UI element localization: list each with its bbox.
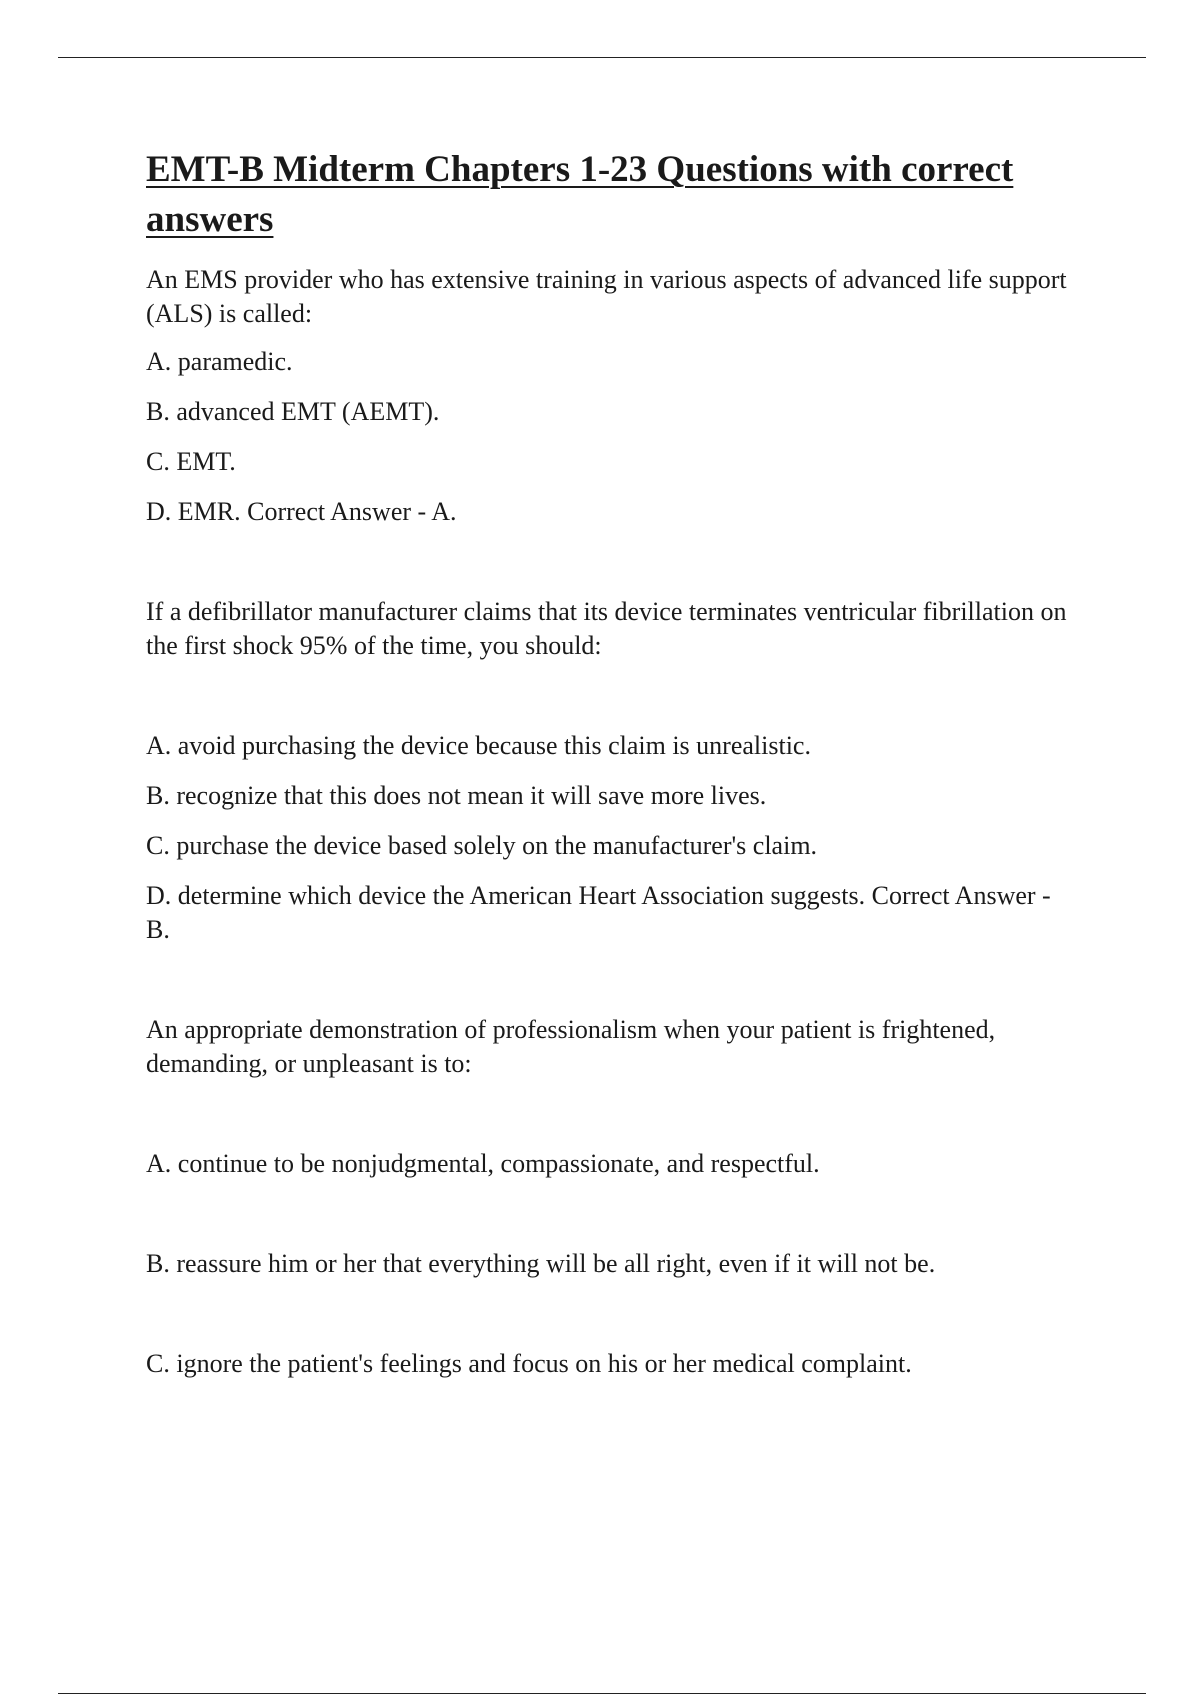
answer-option: C. purchase the device based solely on the manufacturer's claim. bbox=[146, 831, 818, 860]
document-body bbox=[146, 145, 1076, 1381]
answer-option: B. advanced EMT (AEMT). bbox=[146, 397, 440, 426]
answer-option: A. avoid purchasing the device because this claim is unrealistic. bbox=[146, 731, 811, 760]
answer-option: D. EMR. bbox=[146, 497, 241, 526]
answer-option-with-key bbox=[146, 495, 1076, 529]
question-stem: An appropriate demonstration of professionalism when your patient is frightened, demanding, or unpleasant is to: bbox=[146, 1015, 996, 1078]
answer-option: A. paramedic. bbox=[146, 347, 293, 376]
page-bottom-rule bbox=[58, 1693, 1146, 1694]
answer-option: C. ignore the patient's feelings and focus on his or her medical complaint. bbox=[146, 1349, 912, 1378]
question-3 bbox=[146, 1013, 1076, 1381]
question-stem: If a defibrillator manufacturer claims that its device terminates ventricular fibrillation on the first shock 95% of the time, you should: bbox=[146, 597, 1067, 660]
question-stem: An EMS provider who has extensive training in various aspects of advanced life support (ALS) is called: bbox=[146, 265, 1067, 328]
question-2 bbox=[146, 595, 1076, 947]
answer-option-with-key bbox=[146, 879, 1076, 947]
answer-option: C. EMT. bbox=[146, 447, 236, 476]
correct-answer: Correct Answer - A. bbox=[247, 497, 457, 526]
answer-option: D. determine which device the American Heart Association suggests. bbox=[146, 881, 866, 910]
document-title: EMT-B Midterm Chapters 1-23 Questions with correct answers bbox=[146, 149, 1014, 240]
answer-option: A. continue to be nonjudgmental, compassionate, and respectful. bbox=[146, 1149, 820, 1178]
correct-answer: Correct Answer - B. bbox=[146, 881, 1051, 944]
answer-option: B. recognize that this does not mean it will save more lives. bbox=[146, 781, 767, 810]
answer-option: B. reassure him or her that everything will be all right, even if it will not be. bbox=[146, 1249, 936, 1278]
page-top-rule bbox=[58, 57, 1146, 58]
question-1 bbox=[146, 263, 1076, 529]
